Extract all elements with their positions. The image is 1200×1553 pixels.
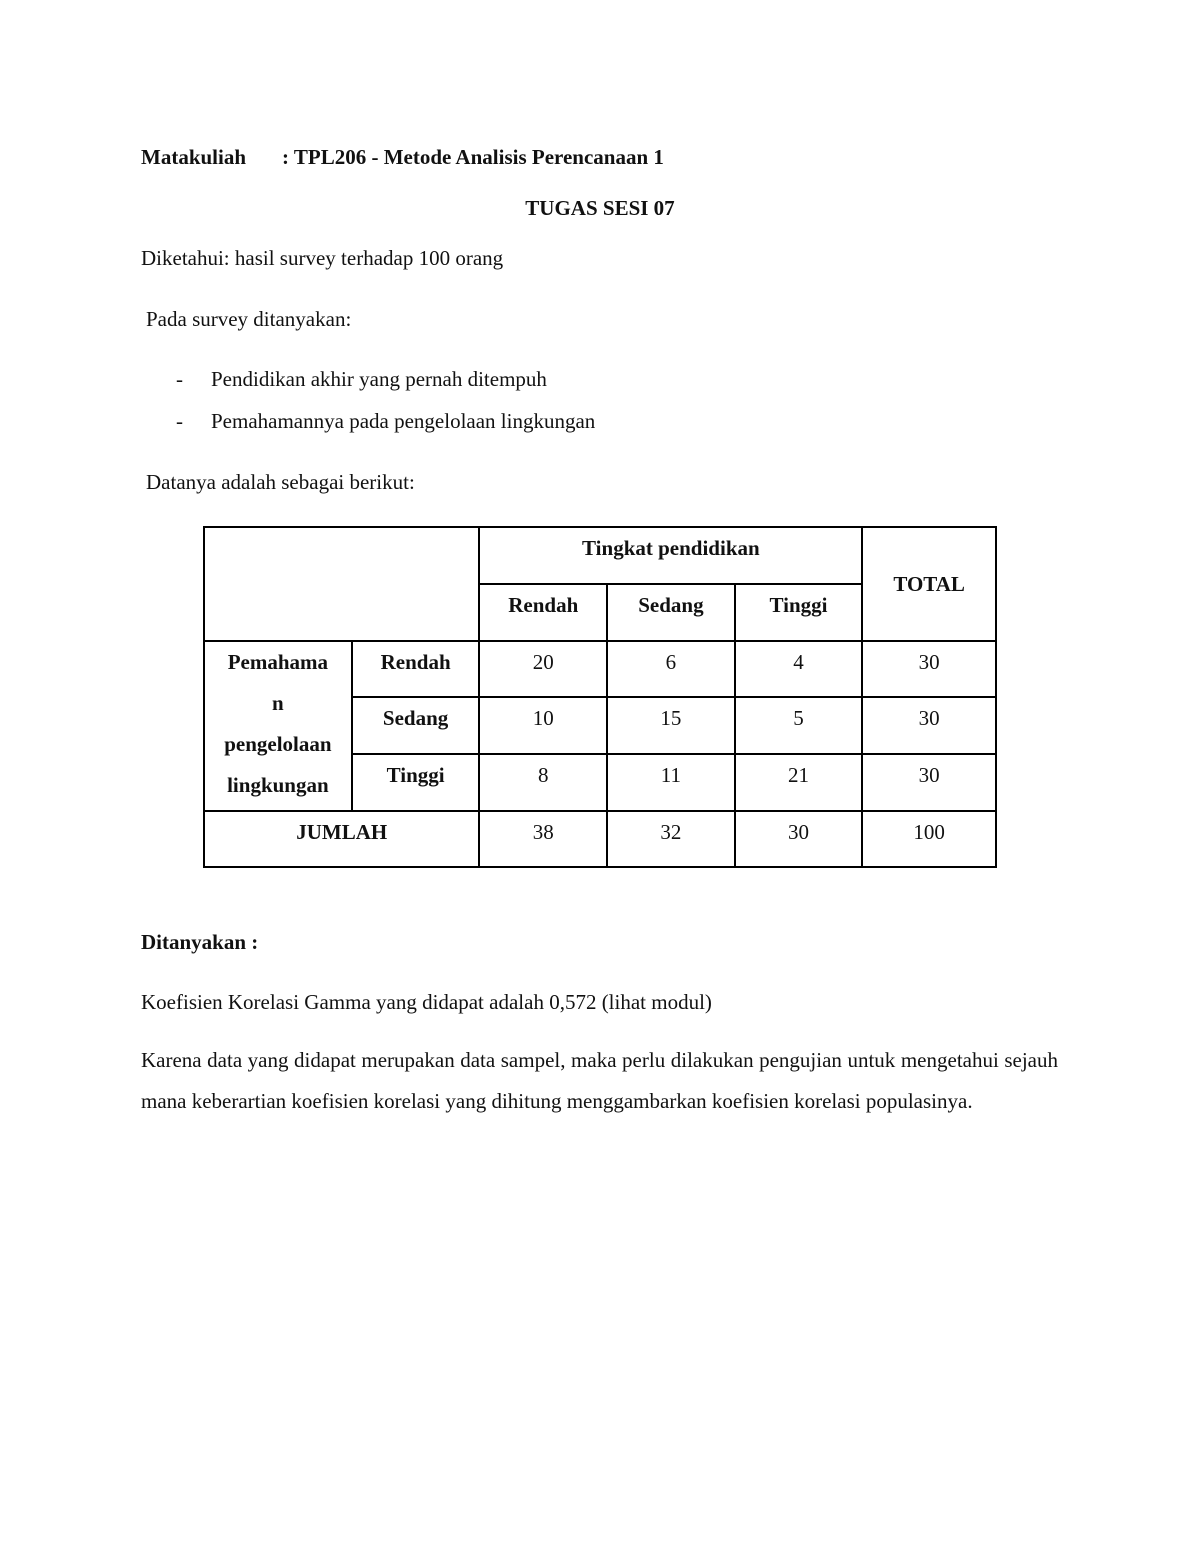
survey-table: [203, 526, 997, 868]
survey-asked-text: Pada survey ditanyakan:: [146, 307, 352, 331]
total-header: TOTAL: [862, 527, 996, 641]
course-label: Matakuliah: [141, 145, 247, 169]
gamma-text: Koefisien Korelasi Gamma yang didapat adalah 0,572 (lihat modul): [141, 990, 712, 1014]
row-group-line: lingkungan: [227, 773, 329, 797]
table-cell: 20: [479, 641, 607, 697]
table-corner-cell: [204, 527, 479, 641]
row-total: 30: [862, 754, 996, 811]
sum-cell: 32: [607, 811, 735, 867]
question-heading: Ditanyakan :: [141, 930, 259, 954]
table-cell: 5: [735, 697, 863, 754]
bullet-marker: -: [176, 409, 183, 433]
column-header: Sedang: [607, 584, 735, 641]
sum-row-label: JUMLAH: [204, 811, 479, 867]
table-cell: 4: [735, 641, 863, 697]
data-intro-text: Datanya adalah sebagai berikut:: [146, 470, 415, 494]
conclusion-paragraph: Karena data yang didapat merupakan data sampel, maka perlu dilakukan pengujian untuk mengetahui sejauh mana keberartian koefisien korelasi yang dihitung menggambarkan koefisien korelasi populasinya.: [141, 1048, 1058, 1113]
group-header: Tingkat pendidikan: [479, 527, 862, 584]
table-cell: 11: [607, 754, 735, 811]
column-header: Tinggi: [735, 584, 863, 641]
table-cell: 8: [479, 754, 607, 811]
bullet-item: Pendidikan akhir yang pernah ditempuh: [211, 367, 547, 391]
course-value: : TPL206 - Metode Analisis Perencanaan 1: [282, 145, 664, 169]
sum-cell: 38: [479, 811, 607, 867]
row-label: Sedang: [352, 697, 480, 754]
sum-cell: 30: [735, 811, 863, 867]
row-total: 30: [862, 697, 996, 754]
row-total: 30: [862, 641, 996, 697]
bullet-item: Pemahamannya pada pengelolaan lingkungan: [211, 409, 596, 433]
table-cell: 6: [607, 641, 735, 697]
bullet-marker: -: [176, 367, 183, 391]
page-title: TUGAS SESI 07: [525, 196, 675, 220]
row-group-line: pengelolaan: [224, 732, 332, 756]
grand-total: 100: [862, 811, 996, 867]
row-group-line: n: [272, 691, 284, 715]
known-text: Diketahui: hasil survey terhadap 100 orang: [141, 246, 504, 270]
row-label: Rendah: [352, 641, 480, 697]
row-label: Tinggi: [352, 754, 480, 811]
row-group-line: Pemahama: [227, 650, 329, 674]
table-cell: 15: [607, 697, 735, 754]
column-header: Rendah: [479, 584, 607, 641]
table-cell: 21: [735, 754, 863, 811]
row-group-header: [204, 641, 352, 811]
table-cell: 10: [479, 697, 607, 754]
